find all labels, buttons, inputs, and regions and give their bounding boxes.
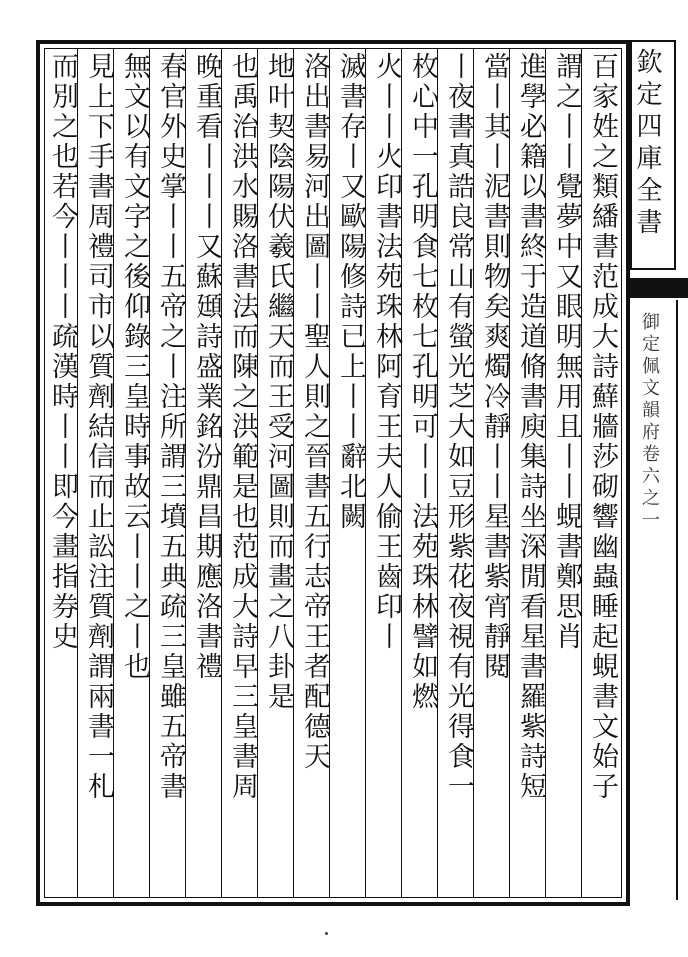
text-column-16: 而別之也若今丨丨丨疏漢時丨丨即今畫指券史 <box>47 52 78 652</box>
text-column-2: 謂之丨丨覺夢中又眼明無用且丨丨蜆書鄭思肖 <box>551 52 582 652</box>
volume-title: 御定佩文韻府卷六之一 <box>639 312 660 532</box>
fishtail-mark <box>630 278 688 298</box>
text-column-11: 也禹治洪水賜洛書法而陳之洪範是也范成大詩早三皇書周 <box>227 52 258 802</box>
text-column-4: 當丨其丨泥書則物矣爽燭冷靜丨丨星書紫宵靜閱 <box>479 52 510 682</box>
text-column-9: 洛出書易河出圖丨丨聖人則之晉書五行志帝王者配德天 <box>299 52 330 772</box>
text-column-3: 進學必籍以書終于造道脩書庾集詩坐深閒看星書羅紫詩短 <box>515 52 546 802</box>
text-column-12: 晚重看丨丨丨又蘇頲詩盛業銘汾鼎昌期應洛書禮 <box>191 52 222 682</box>
book-title: 欽定四庫全書 <box>632 48 662 240</box>
text-column-1: 百家姓之類繙書范成大詩蘚牆莎砌響幽蟲睡起蜆書文始子 <box>587 52 618 802</box>
text-column-8: 滅書存丨又歐陽修詩已上丨丨辭北闕 <box>335 52 366 532</box>
text-column-15: 見上下手書周禮司市以質劑結信而止訟注質劑謂兩書一札 <box>83 52 114 802</box>
text-column-6: 枚心中一孔明食七枚七孔明可丨丨法苑珠林譬如燃 <box>407 52 438 712</box>
ink-dot <box>325 932 328 935</box>
text-column-7: 火丨丨火印書法苑珠林阿育王夫人偷王齒印丨 <box>371 52 402 652</box>
text-column-13: 春官外史掌丨丨五帝之丨注所謂三墳五典疏三皇雖五帝書 <box>155 52 186 802</box>
text-column-14: 無文以有文字之後仰錄三皇時事故云丨丨之丨也 <box>119 52 150 682</box>
text-column-5: 丨夜書真誥良常山有螢光芝大如豆形紫花夜視有光得食一 <box>443 52 474 802</box>
gutter-rule <box>676 300 678 900</box>
text-column-10: 地叶契陰陽伏羲氏繼天而王受河圖則而畫之八卦是 <box>263 52 294 712</box>
